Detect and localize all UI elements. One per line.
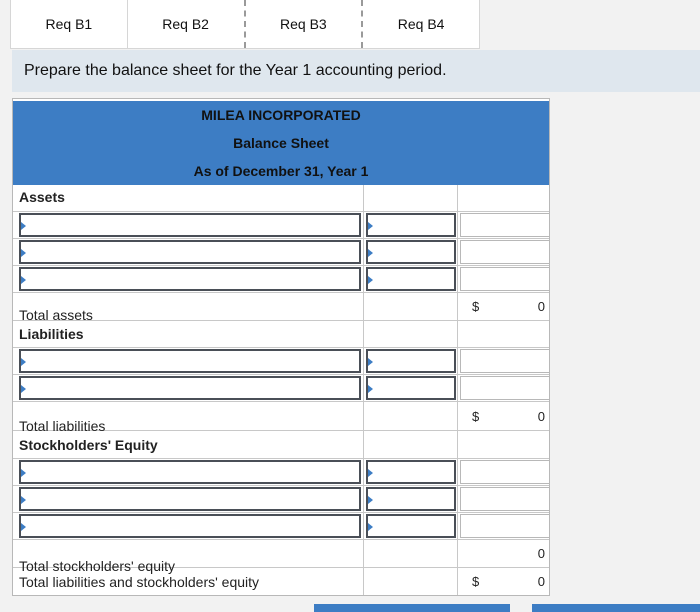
assets-heading: Assets — [19, 189, 65, 205]
equity-entry-row — [13, 513, 549, 540]
dropdown-arrow-icon — [21, 276, 26, 284]
total-liabilities-label: Total liabilities — [19, 418, 106, 434]
dropdown-arrow-icon — [368, 222, 373, 230]
dropdown-arrow-icon — [21, 469, 26, 477]
dropdown-arrow-icon — [21, 523, 26, 531]
dropdown-arrow-icon — [368, 523, 373, 531]
asset-total-input[interactable] — [460, 240, 550, 264]
dropdown-arrow-icon — [21, 385, 26, 393]
total-le-label: Total liabilities and stockholders' equity — [19, 573, 260, 590]
liability-account-input[interactable] — [19, 376, 361, 400]
liability-amount-input[interactable] — [366, 349, 456, 373]
liabilities-heading: Liabilities — [19, 326, 84, 342]
total-assets-label: Total assets — [19, 306, 93, 323]
liabilities-heading-row — [13, 321, 549, 348]
statement-date: As of December 31, Year 1 — [13, 157, 549, 185]
liability-entry-row — [13, 348, 549, 375]
dropdown-arrow-icon — [21, 249, 26, 257]
total-liabilities-value: 0 — [537, 408, 545, 424]
total-equity-row — [13, 540, 549, 574]
asset-entry-row — [13, 266, 549, 293]
assets-heading-row — [13, 185, 549, 212]
tab-req-b3[interactable]: Req B3 — [246, 0, 364, 48]
total-liabilities-currency: $ — [472, 408, 480, 424]
dropdown-arrow-icon — [368, 249, 373, 257]
equity-total-input[interactable] — [460, 460, 550, 484]
asset-amount-input[interactable] — [366, 267, 456, 291]
dropdown-arrow-icon — [21, 358, 26, 366]
tab-req-b4[interactable]: Req B4 — [397, 16, 445, 32]
dropdown-arrow-icon — [21, 222, 26, 230]
dropdown-arrow-icon — [368, 358, 373, 366]
equity-total-input[interactable] — [460, 487, 550, 511]
asset-entry-row — [13, 239, 549, 266]
dropdown-arrow-icon — [368, 469, 373, 477]
total-assets-row — [13, 293, 549, 321]
total-le-value: 0 — [537, 574, 545, 589]
total-le-currency: $ — [472, 574, 480, 589]
asset-account-input[interactable] — [19, 213, 361, 237]
equity-entry-row — [13, 486, 549, 513]
equity-account-input[interactable] — [19, 514, 361, 538]
dropdown-arrow-icon — [368, 496, 373, 504]
liability-account-input[interactable] — [19, 349, 361, 373]
dropdown-arrow-icon — [21, 496, 26, 504]
asset-amount-input[interactable] — [366, 213, 456, 237]
equity-amount-input[interactable] — [366, 487, 456, 511]
liability-amount-input[interactable] — [366, 376, 456, 400]
requirement-tabs — [10, 0, 480, 49]
equity-heading-row — [13, 431, 549, 459]
statement-title: Balance Sheet — [13, 129, 549, 157]
equity-entry-row — [13, 459, 549, 486]
equity-total-input[interactable] — [460, 514, 550, 538]
liability-entry-row — [13, 375, 549, 402]
dropdown-arrow-icon — [368, 276, 373, 284]
asset-account-input[interactable] — [19, 267, 361, 291]
asset-amount-input[interactable] — [366, 240, 456, 264]
dropdown-arrow-icon — [368, 385, 373, 393]
total-le-row — [13, 568, 549, 595]
equity-amount-input[interactable] — [366, 514, 456, 538]
balance-sheet-form — [12, 98, 550, 596]
total-liabilities-row — [13, 402, 549, 434]
asset-total-input[interactable] — [460, 213, 550, 237]
total-equity-label: Total stockholders' equity — [19, 557, 175, 574]
total-assets-value: 0 — [537, 299, 545, 314]
instruction-banner: Prepare the balance sheet for the Year 1 accounting period. — [12, 50, 700, 92]
tab-req-b1[interactable]: Req B1 — [11, 0, 128, 48]
equity-amount-input[interactable] — [366, 460, 456, 484]
company-name: MILEA INCORPORATED — [13, 101, 549, 129]
equity-account-input[interactable] — [19, 487, 361, 511]
liability-total-input[interactable] — [460, 376, 550, 400]
asset-entry-row — [13, 212, 549, 239]
asset-total-input[interactable] — [460, 267, 550, 291]
equity-account-input[interactable] — [19, 460, 361, 484]
prev-button[interactable] — [314, 604, 510, 612]
tab-req-b2[interactable]: Req B2 — [128, 0, 246, 48]
total-assets-currency: $ — [472, 299, 480, 314]
equity-heading: Stockholders' Equity — [19, 436, 158, 453]
asset-account-input[interactable] — [19, 240, 361, 264]
next-button[interactable] — [532, 604, 700, 612]
liability-total-input[interactable] — [460, 349, 550, 373]
total-equity-value: 0 — [537, 546, 545, 561]
